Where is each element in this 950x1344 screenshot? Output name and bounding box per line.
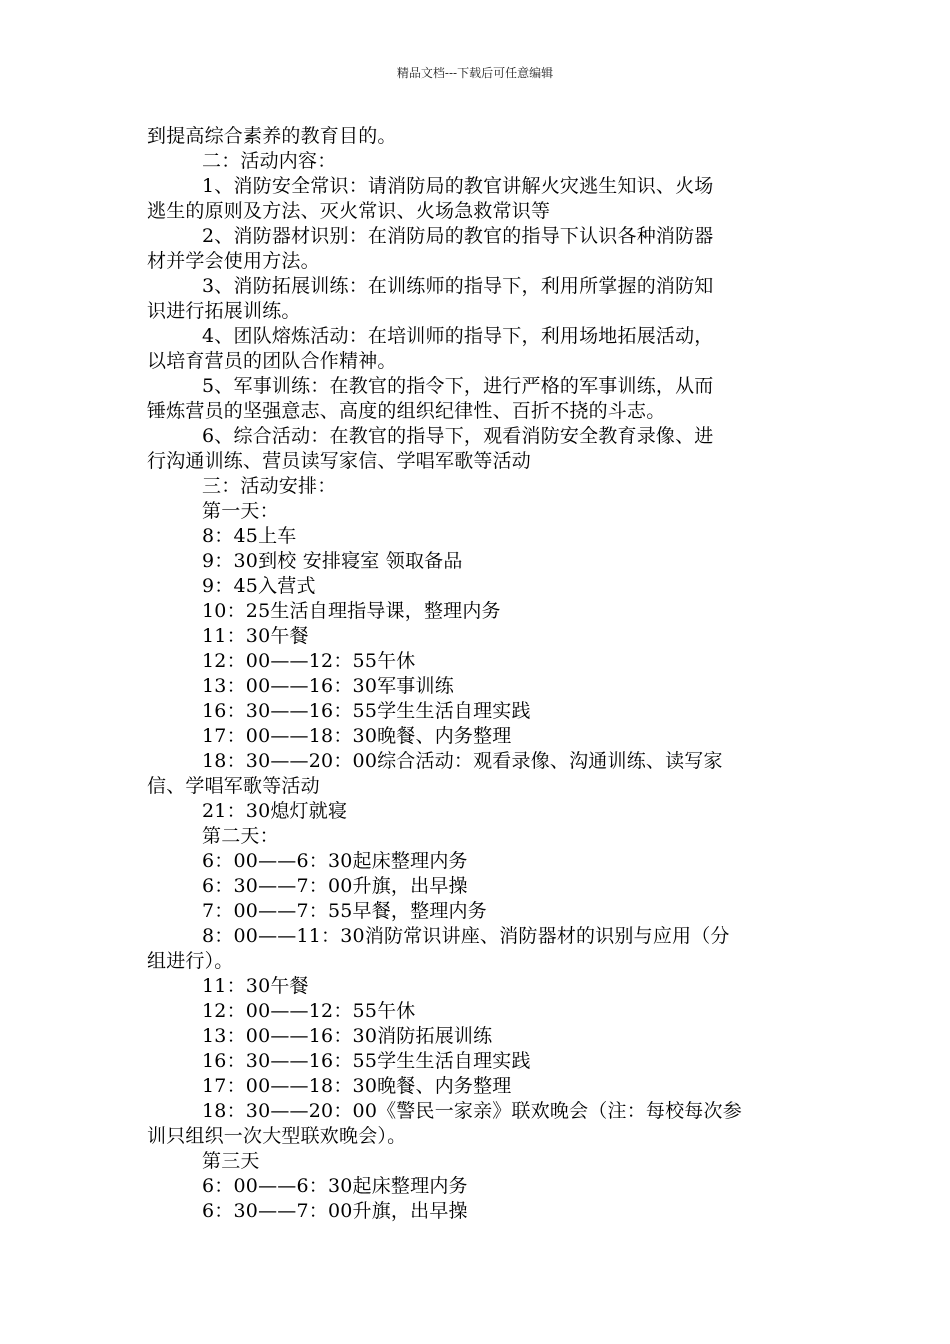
text-line: 1、消防安全常识：请消防局的教官讲解火灾逃生知识、火场 [202,175,714,197]
text-line: 5、军事训练：在教官的指令下，进行严格的军事训练，从而 [202,375,714,397]
text-line: 以培育营员的团队合作精神。 [147,350,397,372]
text-line: 10：25生活自理指导课，整理内务 [202,600,501,622]
text-line: 12：00——12：55午休 [202,1000,416,1022]
text-line: 6：00——6：30起床整理内务 [202,850,468,872]
text-line: 信、学唱军歌等活动 [147,775,320,797]
text-line: 17：00——18：30晚餐、内务整理 [202,1075,512,1097]
text-line: 行沟通训练、营员读写家信、学唱军歌等活动 [147,450,532,472]
text-line: 第一天： [202,500,279,522]
page-header: 精品文档---下载后可任意编辑 [396,66,554,80]
text-line: 12：00——12：55午休 [202,650,416,672]
text-line: 锤炼营员的坚强意志、高度的组织纪律性、百折不挠的斗志。 [147,400,666,422]
text-line: 第三天 [202,1150,260,1172]
text-line: 三：活动安排： [202,475,337,497]
text-line: 6：30——7：00升旗，出早操 [202,1200,468,1222]
text-line: 7：00——7：55早餐，整理内务 [202,900,487,922]
text-line: 二：活动内容： [202,150,337,172]
text-line: 3、消防拓展训练：在训练师的指导下，利用所掌握的消防知 [202,275,714,297]
text-line: 6：30——7：00升旗，出早操 [202,875,468,897]
text-line: 13：00——16：30军事训练 [202,675,454,697]
text-line: 第二天： [202,825,279,847]
text-line: 6：00——6：30起床整理内务 [202,1175,468,1197]
text-line: 13：00——16：30消防拓展训练 [202,1025,493,1047]
text-line: 16：30——16：55学生生活自理实践 [202,1050,531,1072]
text-line: 9：30到校 安排寝室 领取备品 [202,550,463,572]
text-line: 17：00——18：30晚餐、内务整理 [202,725,512,747]
text-line: 18：30——20：00《警民一家亲》联欢晚会（注：每校每次参 [202,1100,742,1122]
text-line: 8：45上车 [202,525,297,547]
text-line: 4、团队熔炼活动：在培训师的指导下，利用场地拓展活动， [202,325,714,347]
text-line: 9：45入营式 [202,575,316,597]
text-line: 识进行拓展训练。 [147,300,301,322]
text-line: 2、消防器材识别：在消防局的教官的指导下认识各种消防器 [202,225,714,247]
text-line: 11：30午餐 [202,625,309,647]
text-line: 训只组织一次大型联欢晚会）。 [147,1125,407,1147]
text-line: 21：30熄灯就寝 [202,800,348,822]
text-line: 18：30——20：00综合活动：观看录像、沟通训练、读写家 [202,750,723,772]
document-body [147,124,812,1224]
text-line: 16：30——16：55学生生活自理实践 [202,700,531,722]
text-line: 材并学会使用方法。 [147,250,320,272]
text-line: 到提高综合素养的教育目的。 [147,125,397,147]
text-line: 8：00——11：30消防常识讲座、消防器材的识别与应用（分 [202,925,730,947]
text-line: 11：30午餐 [202,975,309,997]
text-line: 6、综合活动：在教官的指导下，观看消防安全教育录像、进 [202,425,714,447]
text-line: 组进行）。 [147,950,234,972]
text-line: 逃生的原则及方法、灭火常识、火场急救常识等 [147,200,551,222]
